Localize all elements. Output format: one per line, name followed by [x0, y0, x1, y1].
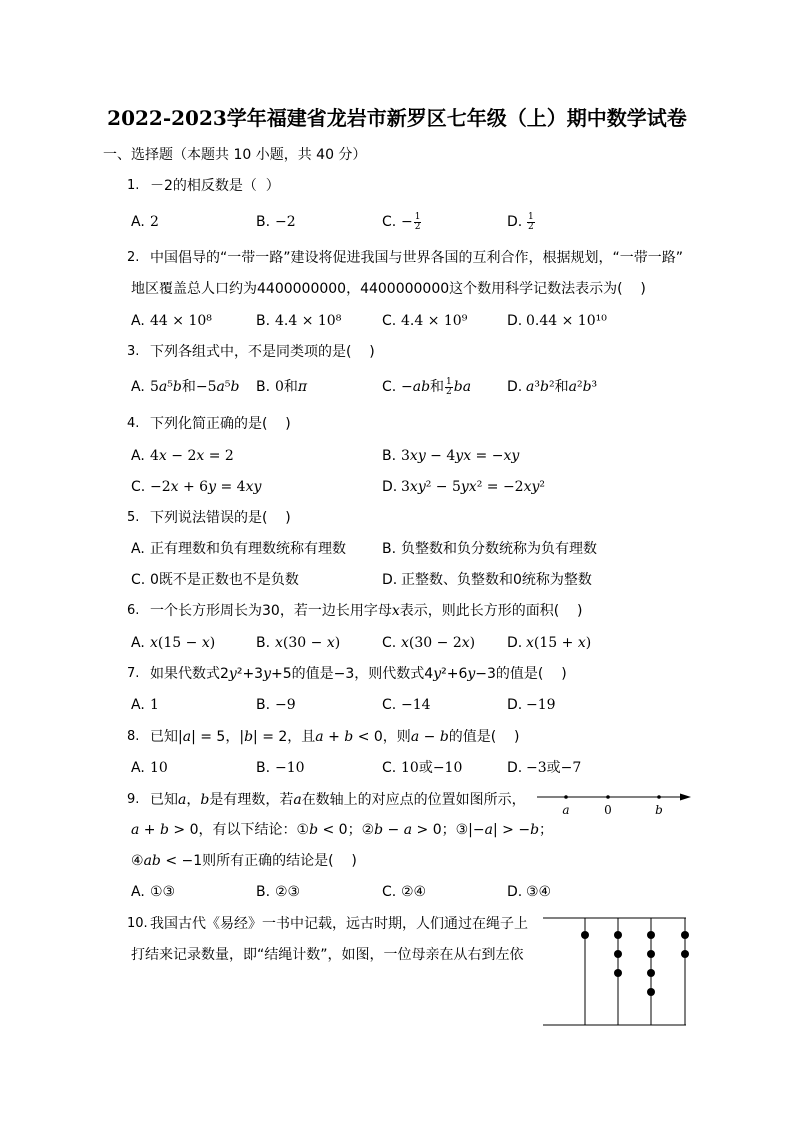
number-line-point-zero [606, 795, 610, 799]
math-variable: y [433, 666, 442, 682]
math-variable: b [344, 729, 354, 745]
math-variable: x [150, 635, 158, 651]
q8-stem: 已知|a| = 5，|b| = 2，且a + b < 0，则a − b的值是( ) [150, 729, 520, 745]
math-variable: a [315, 729, 324, 745]
q2-option-b-text: 4.4 × 10⁸ [275, 313, 342, 329]
q2-option-c-label: C. [382, 313, 397, 329]
math-variable: x [401, 635, 409, 651]
math-variable: x [326, 635, 335, 651]
number-line-label-a: a [562, 803, 570, 817]
q5-option-b-text: 负整数和负分数统称为负有理数 [401, 541, 597, 557]
q3-option-d-label: D. [507, 379, 523, 395]
math-variable: yx [455, 448, 472, 464]
math-variable: b [539, 379, 549, 395]
math-variable: x [461, 635, 470, 651]
rope-knot [647, 950, 655, 958]
math-variable: a [410, 729, 420, 745]
math-variable: x [158, 448, 167, 464]
q7-number: 7. [127, 666, 140, 681]
math-variable: b [230, 379, 240, 395]
rope-knot [581, 931, 589, 939]
q5-option-c-text: 0既不是正数也不是负数 [150, 572, 299, 588]
number-line-arrow [680, 794, 691, 801]
q3-option-a-label: A. [131, 379, 145, 395]
math-variable: a [178, 792, 187, 808]
fraction-numerator: 1 [528, 211, 534, 222]
math-variable: ab [143, 853, 161, 869]
q7-option-c-label: C. [382, 697, 397, 713]
math-variable: x [196, 448, 205, 464]
q2-option-a-text: 44 × 10⁸ [150, 313, 212, 329]
math-variable: a [216, 379, 225, 395]
q9-option-a-label: A. [131, 884, 145, 900]
math-variable: b [172, 379, 182, 395]
q8-option-a-label: A. [131, 760, 145, 776]
q8-option-c-label: C. [382, 760, 397, 776]
exam-title: 2022-2023学年福建省龙岩市新罗区七年级（上）期中数学试卷 [107, 106, 687, 130]
q3-option-c-text [401, 377, 471, 397]
q2-stem-line-2: 地区覆盖总人口约为4400000000，4400000000这个数用科学记数法表示为( ) [131, 281, 646, 297]
math-variable: a [293, 792, 302, 808]
q2-option-c-text: 4.4 × 10⁹ [401, 313, 468, 329]
math-variable: b [309, 822, 319, 838]
q3-option-b-text: 0和π [275, 379, 308, 395]
q9-option-b-text: ②③ [275, 884, 301, 900]
section-heading: 一、选择题（本题共 10 小题，共 40 分） [103, 147, 367, 163]
q1-stem: －2的相反数是（ ） [150, 178, 280, 194]
q3-option-c-label: C. [382, 379, 397, 395]
q9-stem-line-2: a + b > 0，有以下结论：①b < 0；②b − a > 0；③|−a| > −b； [131, 822, 554, 838]
q2-option-d-text: 0.44 × 10¹⁰ [526, 313, 607, 329]
q1-option-b-label: B. [256, 214, 271, 230]
q7-option-a-text: 1 [150, 697, 159, 713]
q1-option-c-text [401, 212, 422, 232]
fraction-denominator: 2 [446, 386, 452, 397]
fraction-numerator: 1 [414, 211, 421, 222]
q2-option-d-label: D. [507, 313, 523, 329]
knot-counting-figure [540, 912, 690, 1030]
math-variable: b [439, 729, 449, 745]
math-variable: a [484, 822, 493, 838]
math-variable: b [200, 792, 210, 808]
math-variable: xy [409, 448, 426, 464]
math-variable: x [170, 479, 179, 495]
math-variable: x [577, 635, 586, 651]
q1-number: 1. [127, 178, 140, 193]
q10-number: 10. [127, 916, 148, 931]
q9-option-c-label: C. [382, 884, 397, 900]
q7-option-b-text: −9 [275, 697, 296, 713]
q9-stem-line-3: ④ab < −1则所有正确的结论是( ) [131, 853, 357, 869]
fraction [527, 213, 535, 232]
q4-option-d-label: D. [382, 479, 398, 495]
q2-option-a-label: A. [131, 313, 145, 329]
q4-stem: 下列化简正确的是( ) [150, 416, 291, 432]
math-variable: b [582, 379, 592, 395]
math-variable: a [131, 822, 140, 838]
math-variable: xy [245, 479, 262, 495]
q9-stem-line-1: 已知a，b是有理数，若a在数轴上的对应点的位置如图所示， [150, 792, 526, 808]
q9-option-b-label: B. [256, 884, 271, 900]
math-variable: ab [412, 379, 431, 395]
q6-option-a-text: x(15 − x) [150, 635, 216, 651]
q8-option-a-text: 10 [150, 760, 168, 776]
q5-option-c-label: C. [131, 572, 146, 588]
fraction-denominator: 2 [414, 221, 421, 232]
q6-option-b-text: x(30 − x) [275, 635, 341, 651]
q1-option-b-text: −2 [275, 214, 296, 230]
q1-option-a-label: A. [131, 214, 145, 230]
q7-option-a-label: A. [131, 697, 145, 713]
q6-stem: 一个长方形周长为30，若一边长用字母x表示，则此长方形的面积( ) [150, 603, 583, 619]
q6-option-d-text: x(15 + x) [526, 635, 592, 651]
q3-option-a-text: 5a⁵b和−5a⁵b [150, 379, 240, 395]
q5-option-d-text: 正整数、负整数和0统称为整数 [401, 572, 592, 588]
rope-knot [647, 988, 655, 996]
rope-knot [681, 931, 689, 939]
q8-option-b-text: −10 [275, 760, 305, 776]
q3-stem: 下列各组式中，不是同类项的是( ) [150, 344, 375, 360]
math-variable: a [403, 822, 413, 838]
math-variable: xy [409, 479, 426, 495]
q1-option-c-label: C. [382, 214, 397, 230]
q8-option-b-label: B. [256, 760, 271, 776]
q9-option-d-label: D. [507, 884, 523, 900]
math-variable: y [208, 479, 217, 495]
math-variable: x [201, 635, 210, 651]
q6-number: 6. [127, 603, 140, 618]
q4-option-d-text: 3xy² − 5yx² = −2xy² [401, 479, 546, 495]
q8-option-d-label: D. [507, 760, 523, 776]
q4-option-b-text: 3xy − 4yx = −xy [401, 448, 520, 464]
q8-number: 8. [127, 729, 140, 744]
fraction-numerator: 1 [446, 376, 452, 387]
math-variable: yx [460, 479, 477, 495]
rope-knots-group [581, 931, 689, 996]
rope-knot [681, 950, 689, 958]
math-variable: y [467, 666, 476, 682]
q3-option-b-label: B. [256, 379, 271, 395]
number-line-point-b [657, 795, 661, 799]
q2-number: 2. [127, 250, 140, 265]
q1-option-c-prefix: − [401, 214, 413, 230]
q6-option-b-label: B. [256, 635, 271, 651]
q7-option-d-label: D. [507, 697, 523, 713]
q1-option-a-text: 2 [150, 214, 159, 230]
q6-option-d-label: D. [507, 635, 523, 651]
q9-option-a-text: ①③ [150, 884, 176, 900]
rope-knot [614, 950, 622, 958]
math-variable: xy [523, 479, 540, 495]
q4-option-a-text: 4x − 2x = 2 [150, 448, 234, 464]
q8-option-d-text: −3或−7 [526, 760, 582, 776]
q4-number: 4. [127, 416, 140, 431]
q10-stem-line-1: 我国古代《易经》一书中记载，远古时期，人们通过在绳子上 [150, 916, 528, 932]
q7-option-b-label: B. [256, 697, 271, 713]
q2-option-b-label: B. [256, 313, 271, 329]
rope-knot [614, 931, 622, 939]
rope-knot [614, 969, 622, 977]
math-variable: x [275, 635, 283, 651]
math-variable: b [530, 822, 540, 838]
fraction [414, 213, 422, 232]
math-variable: a [158, 379, 168, 395]
math-variable: x [391, 603, 400, 619]
q3-number: 3. [127, 344, 140, 359]
rope-knot [647, 969, 655, 977]
math-variable: a [182, 729, 192, 745]
q4-option-b-label: B. [382, 448, 397, 464]
q5-option-a-label: A. [131, 541, 145, 557]
q8-option-c-text: 10或−10 [401, 760, 463, 776]
q5-number: 5. [127, 510, 140, 525]
math-variable: x [526, 635, 534, 651]
math-variable: ba [453, 379, 472, 395]
number-line-point-a [564, 795, 568, 799]
q7-option-c-text: −14 [401, 697, 431, 713]
q4-option-c-text: −2x + 6y = 4xy [150, 479, 262, 495]
q3-option-c-suffix [454, 379, 471, 395]
math-variable: y [263, 666, 272, 682]
q1-option-d-text [526, 212, 536, 232]
q7-option-d-text: −19 [526, 697, 556, 713]
q9-number: 9. [127, 792, 140, 807]
q9-option-c-text: ②④ [401, 884, 427, 900]
math-variable: π [297, 379, 308, 395]
number-line-figure [535, 785, 695, 817]
q5-option-a-text: 正有理数和负有理数统称有理数 [150, 541, 346, 557]
q6-option-a-label: A. [131, 635, 145, 651]
number-line-label-zero: 0 [604, 803, 612, 817]
fraction [445, 378, 453, 397]
q5-stem: 下列说法错误的是( ) [150, 510, 291, 526]
math-variable: a [568, 379, 577, 395]
math-variable: y [228, 666, 237, 682]
q6-option-c-text: x(30 − 2x) [401, 635, 476, 651]
q6-option-c-label: C. [382, 635, 397, 651]
math-variable: xy [503, 448, 520, 464]
math-variable: b [374, 822, 384, 838]
q3-option-c-prefix: −ab和 [401, 379, 445, 395]
q5-option-b-label: B. [382, 541, 397, 557]
rope-knot [647, 931, 655, 939]
q1-option-d-label: D. [507, 214, 523, 230]
q10-stem-line-2: 打结来记录数量，即“结绳计数”，如图，一位母亲在从右到左依 [131, 947, 524, 963]
q2-stem-line-1: 中国倡导的“一带一路”建设将促进我国与世界各国的互利合作，根据规划，“一带一路” [150, 250, 684, 266]
math-variable: b [244, 729, 254, 745]
q3-option-d-text: a³b²和a²b³ [526, 379, 598, 395]
q7-stem: 如果代数式2y²+3y+5的值是−3，则代数式4y²+6y−3的值是( ) [150, 666, 567, 682]
q4-option-c-label: C. [131, 479, 146, 495]
math-variable: a [526, 379, 535, 395]
q4-option-a-label: A. [131, 448, 145, 464]
fraction-denominator: 2 [528, 221, 534, 232]
number-line-label-b: b [655, 803, 663, 817]
q5-option-d-label: D. [382, 572, 398, 588]
q9-option-d-text: ③④ [526, 884, 552, 900]
math-variable: b [160, 822, 169, 838]
